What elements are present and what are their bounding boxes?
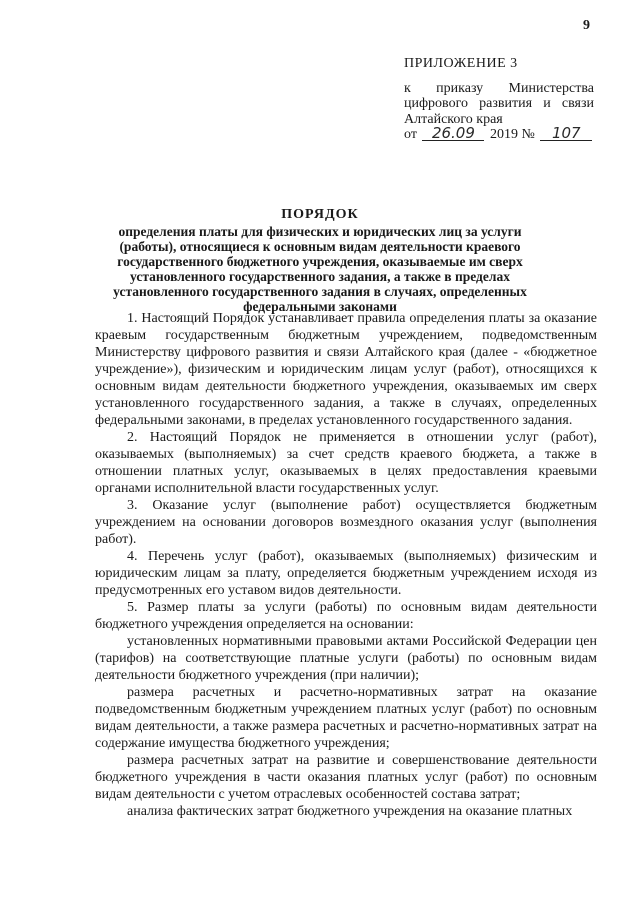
date-prefix: от (404, 127, 417, 142)
paragraph: 5. Размер платы за услуги (работы) по основным видам деятельности бюджетного учреждения определяется на основании: (95, 600, 597, 632)
paragraph: 1. Настоящий Порядок устанавливает правила определения платы за оказание краевым государственным бюджетным учреждением, подведомственным Министерству цифрового развития и связи Алтайского края (далее - «бюджетное учреждение»), физическим и юридическим лицам услуг (работ), относящихся к основным видам деятельности бюджетного учреждения, оказываемых им сверх установленного государственного задания, а также в случаях, определенных федеральными законами, в пределах установленного государственного задания. (95, 311, 597, 428)
page-number: 9 (583, 18, 590, 33)
paragraph: размера расчетных и расчетно-нормативных затрат на оказание подведомственным бюджетным учреждением платных услуг (работ) по основным видам деятельности, а также размера расчетных и расчетно-нормативных затрат на содержание имущества бюджетного учреждения; (95, 685, 597, 751)
paragraph: анализа фактических затрат бюджетного учреждения на оказание платных (127, 804, 573, 819)
document-body (95, 310, 597, 820)
order-year-label: 2019 № (489, 127, 535, 142)
paragraph: установленных нормативными правовыми актами Российской Федерации цен (тарифов) на соответствующие платные услуги (работы) по основным видам деятельности бюджетного учреждения (при наличии); (95, 634, 597, 683)
appendix-title: ПРИЛОЖЕНИЕ 3 (404, 56, 518, 71)
order-date-line (404, 124, 594, 143)
handwritten-date: 26.09 (422, 127, 484, 141)
appendix-reference: к приказу Министерства цифрового развития и связи Алтайского края (404, 80, 594, 127)
paragraph: размера расчетных затрат на развитие и совершенствование деятельности бюджетного учреждения в части оказания платных услуг (работ) по основным видам деятельности с учетом отраслевых особенностей состава затрат; (95, 753, 597, 802)
document-subtitle: определения платы для физических и юридических лиц за услуги (работы), относящиеся к основным видам деятельности краевого государственного бюджетного учреждения, оказываемые им сверх установленного государственного задания, а также в пределах установленного государственного задания в случаях, определенных федеральными законами (113, 224, 527, 314)
paragraph: 4. Перечень услуг (работ), оказываемых (выполняемых) физическим и юридическим лицам за плату, определяется бюджетным учреждением исходя из предусмотренных его уставом видов деятельности. (95, 549, 597, 598)
paragraph: 2. Настоящий Порядок не применяется в отношении услуг (работ), оказываемых (выполняемых) за счет средств краевого бюджета, а также в отношении платных услуг, оказываемых в целях предоставления краевыми органами исполнительной власти государственных услуг. (95, 430, 597, 496)
document-title-block (108, 207, 532, 314)
handwritten-number: 107 (540, 127, 592, 141)
appendix-block (404, 56, 594, 143)
paragraph: 3. Оказание услуг (выполнение работ) осуществляется бюджетным учреждением на основании договоров возмездного оказания услуг (выполнения работ). (95, 498, 597, 547)
document-title: ПОРЯДОК (281, 207, 359, 222)
